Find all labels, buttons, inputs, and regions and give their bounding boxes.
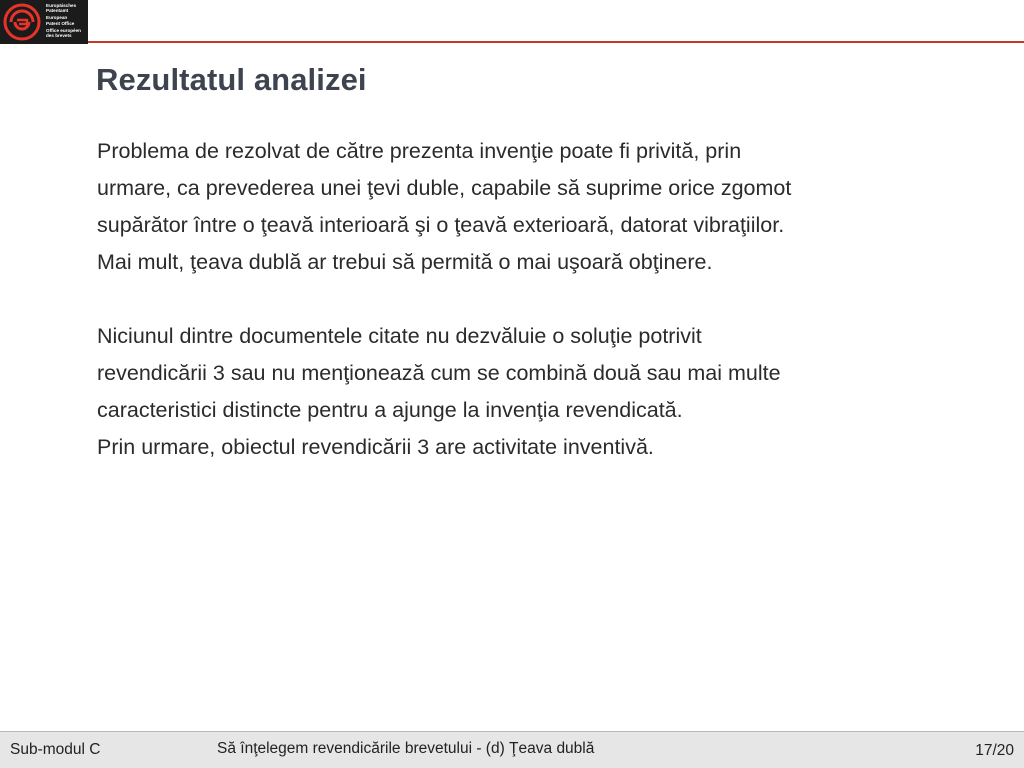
logo-line: des brevets	[46, 33, 72, 39]
body-line: revendicării 3 sau nu menţionează cum se combină două sau mai multe	[97, 361, 781, 385]
epo-logo-icon	[3, 3, 41, 41]
logo-line: Europäisches	[46, 3, 77, 8]
body-line: supărător între o ţeavă interioară şi o ţeavă exterioară, datorat vibraţiilor.	[97, 213, 785, 237]
logo-line: Office européen	[46, 27, 81, 33]
slide-title: Rezultatul analizei	[96, 62, 367, 97]
logo-line: Patent Office	[46, 20, 75, 26]
footer-bar	[0, 731, 1024, 768]
body-line: Problema de rezolvat de către prezenta invenţie poate fi privită, prin	[97, 139, 742, 163]
body-line: urmare, ca prevederea unei ţevi duble, capabile să suprime orice zgomot	[97, 176, 792, 200]
epo-logo	[0, 0, 88, 44]
body-line: Niciunul dintre documentele citate nu dezvăluie o soluţie potrivit	[97, 324, 702, 348]
paragraph-spacer	[97, 281, 977, 318]
footer-topic: Să înţelegem revendicările brevetului - (d) Ţeava dublă	[217, 740, 595, 757]
header-divider	[88, 41, 1024, 43]
logo-line: European	[46, 15, 68, 21]
slide-body	[97, 133, 977, 466]
epo-logo-text	[46, 3, 88, 38]
logo-line: Patentamt	[46, 8, 69, 14]
body-line: Mai mult, ţeava dublă ar trebui să permită o mai uşoară obţinere.	[97, 250, 713, 274]
page-number: 17/20	[975, 742, 1014, 759]
body-line: Prin urmare, obiectul revendicării 3 are activitate inventivă.	[97, 435, 654, 459]
footer-module: Sub-modul C	[10, 741, 101, 758]
body-line: caracteristici distincte pentru a ajunge la invenţia revendicată.	[97, 398, 683, 422]
